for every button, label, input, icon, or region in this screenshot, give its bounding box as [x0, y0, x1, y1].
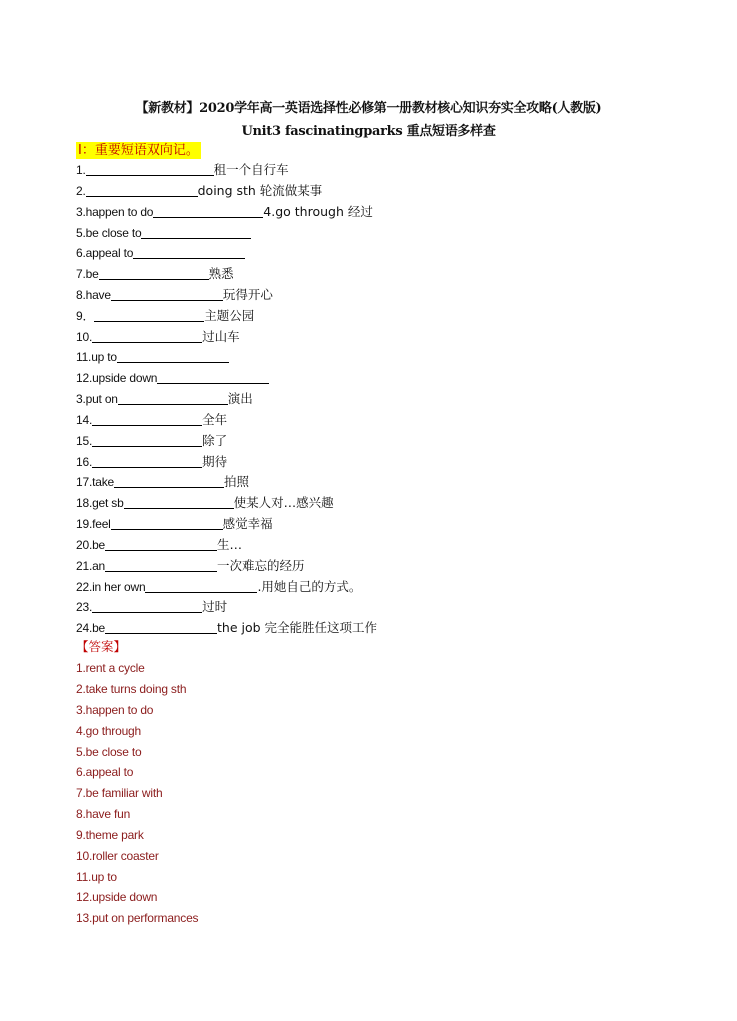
- answer-item: 5.be close to: [76, 745, 142, 759]
- exercise-line-2: [76, 182, 322, 200]
- exercise-suffix: 过时: [202, 599, 228, 614]
- exercise-line-12: [76, 369, 269, 387]
- answer-blank[interactable]: [118, 390, 228, 405]
- exercise-prefix: 5.be close to: [76, 226, 142, 240]
- exercise-prefix: 15.: [76, 434, 93, 448]
- answer-blank[interactable]: [124, 494, 234, 509]
- exercise-prefix: 3.happen to do: [76, 205, 154, 219]
- answer-blank[interactable]: [86, 182, 198, 197]
- answer-blank[interactable]: [105, 619, 217, 634]
- exercise-line-15: [76, 432, 227, 450]
- answer-item: 2.take turns doing sth: [76, 682, 187, 696]
- answer-item: 9.theme park: [76, 828, 144, 842]
- exercise-line-6: [76, 244, 245, 262]
- exercise-line-22: [76, 578, 361, 596]
- answer-blank[interactable]: [153, 203, 263, 218]
- exercise-suffix: the job 完全能胜任这项工作: [217, 620, 378, 635]
- exercise-suffix: 感觉幸福: [222, 516, 273, 531]
- exercise-line-23: [76, 598, 227, 616]
- exercise-suffix: 拍照: [223, 474, 249, 489]
- exercise-suffix: doing sth 轮流做某事: [197, 183, 323, 198]
- answer-blank[interactable]: [105, 536, 217, 551]
- answer-item: 8.have fun: [76, 807, 131, 821]
- exercise-suffix: .用她自己的方式。: [257, 579, 362, 594]
- exercise-prefix: 17.take: [76, 475, 114, 489]
- exercise-line-17: [76, 473, 249, 491]
- exercise-prefix: 18.get sb: [76, 496, 124, 510]
- exercise-suffix: 全年: [202, 412, 228, 427]
- exercise-prefix: 9．: [76, 309, 95, 323]
- exercise-line-18: [76, 494, 334, 512]
- exercise-prefix: 11.up to: [76, 350, 117, 364]
- exercise-line-16: [76, 453, 227, 471]
- exercise-suffix: 主题公园: [204, 308, 255, 323]
- exercise-prefix: 14.: [76, 413, 93, 427]
- answer-blank[interactable]: [145, 578, 257, 593]
- exercise-prefix: 22.in her own: [76, 580, 146, 594]
- answer-blank[interactable]: [99, 265, 209, 280]
- answer-blank[interactable]: [86, 161, 214, 176]
- exercise-line-21: [76, 557, 305, 575]
- exercise-suffix: 生…: [217, 537, 243, 552]
- exercise-prefix: 1.: [76, 163, 86, 177]
- document-title: 【新教材】2020学年高一英语选择性必修第一册教材核心知识夯实全攻略(人教版): [135, 101, 602, 116]
- answer-item: 12.upside down: [76, 890, 158, 904]
- exercise-prefix: 16.: [76, 455, 93, 469]
- exercise-prefix: 20.be: [76, 538, 106, 552]
- exercise-prefix: 8.have: [76, 288, 111, 302]
- exercise-line-8: [76, 286, 273, 304]
- exercise-prefix: 10.: [76, 330, 93, 344]
- exercise-line-13: [76, 390, 253, 408]
- section-heading: I：重要短语双向记。: [78, 143, 199, 158]
- answer-blank[interactable]: [141, 224, 251, 239]
- answer-item: 10.roller coaster: [76, 849, 159, 863]
- document-subtitle: Unit3 fascinatingparks 重点短语多样查: [241, 124, 496, 139]
- answer-blank[interactable]: [111, 286, 223, 301]
- answer-blank[interactable]: [157, 369, 269, 384]
- exercise-prefix: 2.: [76, 184, 86, 198]
- answer-item: 7.be familiar with: [76, 786, 163, 800]
- exercise-suffix: 4.go through 经过: [263, 204, 373, 219]
- answer-blank[interactable]: [114, 473, 224, 488]
- exercise-line-19: [76, 515, 273, 533]
- exercise-line-11: [76, 348, 229, 366]
- exercise-prefix: 7.be: [76, 267, 99, 281]
- exercise-line-3: [76, 203, 373, 221]
- answer-blank[interactable]: [94, 307, 204, 322]
- exercise-line-20: [76, 536, 242, 554]
- exercise-line-7: [76, 265, 234, 283]
- exercise-prefix: 21.an: [76, 559, 106, 573]
- exercise-line-5: [76, 224, 251, 242]
- answer-item: 6.appeal to: [76, 765, 134, 779]
- answer-blank[interactable]: [133, 244, 245, 259]
- answer-blank[interactable]: [92, 328, 202, 343]
- exercise-suffix: 一次难忘的经历: [217, 558, 305, 573]
- answer-item: 13.put on performances: [76, 911, 199, 925]
- exercise-suffix: 期待: [202, 454, 228, 469]
- exercise-suffix: 熟悉: [208, 266, 234, 281]
- exercise-line-1: [76, 161, 289, 179]
- exercise-suffix: 除了: [202, 433, 228, 448]
- answer-item: 4.go through: [76, 724, 141, 738]
- exercise-suffix: 使某人对…感兴趣: [233, 495, 334, 510]
- answer-blank[interactable]: [92, 598, 202, 613]
- exercise-suffix: 玩得开心: [222, 287, 273, 302]
- exercise-prefix: 23.: [76, 600, 93, 614]
- exercise-prefix: 12.upside down: [76, 371, 158, 385]
- answer-blank[interactable]: [92, 411, 202, 426]
- exercise-prefix: 19.feel: [76, 517, 111, 531]
- answer-blank[interactable]: [111, 515, 223, 530]
- answer-blank[interactable]: [117, 348, 229, 363]
- answer-blank[interactable]: [92, 453, 202, 468]
- exercise-suffix: 过山车: [202, 329, 240, 344]
- answer-item: 3.happen to do: [76, 703, 154, 717]
- exercise-line-9: [76, 307, 254, 325]
- answer-item: 1.rent a cycle: [76, 661, 145, 675]
- answer-blank[interactable]: [105, 557, 217, 572]
- answer-blank[interactable]: [92, 432, 202, 447]
- exercise-prefix: 24.be: [76, 621, 106, 635]
- answer-item: 11.up to: [76, 870, 117, 884]
- exercise-prefix: 6.appeal to: [76, 246, 134, 260]
- exercise-suffix: 演出: [227, 391, 253, 406]
- exercise-line-24: [76, 619, 377, 637]
- answer-heading: 【答案】: [76, 639, 127, 654]
- exercise-line-14: [76, 411, 227, 429]
- exercise-suffix: 租一个自行车: [213, 162, 289, 177]
- exercise-line-10: [76, 328, 240, 346]
- exercise-prefix: 3.put on: [76, 392, 118, 406]
